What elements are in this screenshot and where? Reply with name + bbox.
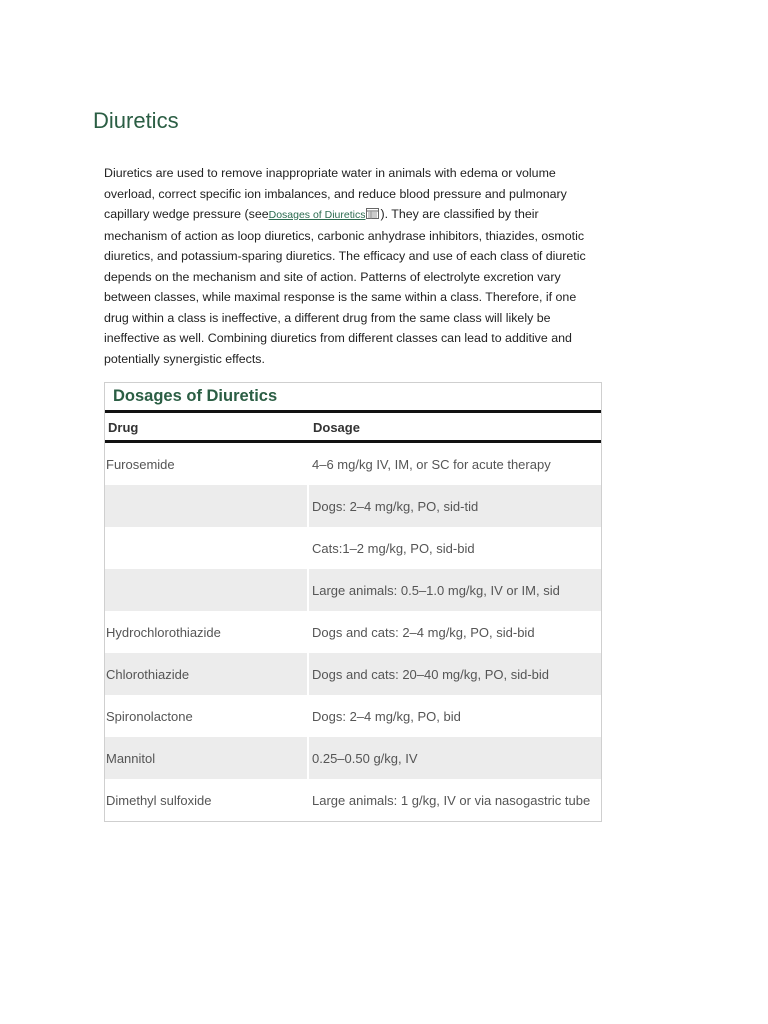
table-row — [105, 695, 601, 737]
column-header-drug: Drug — [105, 413, 308, 442]
table-row — [105, 611, 601, 653]
drug-cell: Hydrochlorothiazide — [106, 624, 221, 640]
dosages-table-link[interactable]: Dosages of Diuretics — [268, 209, 366, 221]
table-row — [105, 737, 601, 779]
dosage-cell: Cats:1–2 mg/kg, PO, sid-bid — [308, 527, 601, 569]
dosages-table — [105, 413, 601, 821]
table-row — [105, 442, 601, 486]
table-title: Dosages of Diuretics — [105, 383, 601, 413]
dosages-table-container — [104, 382, 602, 822]
intro-paragraph — [104, 163, 604, 369]
drug-cell — [105, 569, 308, 611]
dosage-cell: Dogs and cats: 20–40 mg/kg, PO, sid-bid — [308, 653, 601, 695]
table-header-row — [105, 413, 601, 442]
column-header-dosage: Dosage — [308, 413, 601, 442]
table-row — [105, 653, 601, 695]
table-row — [105, 569, 601, 611]
drug-cell: Chlorothiazide — [105, 653, 308, 695]
drug-cell: Mannitol — [105, 737, 308, 779]
dosage-cell: 0.25–0.50 g/kg, IV — [308, 737, 601, 779]
dosage-cell: Large animals: 1 g/kg, IV or via nasogastric tube — [308, 779, 601, 821]
drug-cell: Spironolactone — [106, 708, 193, 724]
page-title: Diuretics — [93, 108, 179, 133]
dosage-cell: Dogs: 2–4 mg/kg, PO, sid-tid — [308, 485, 601, 527]
table-row — [105, 485, 601, 527]
intro-text-part1: Diuretics are used to remove inappropriate water in animals with edema or volume overload, correct specific ion imbalances, and reduce blood pressure and pulmonary capillary wedge pressure (see — [104, 166, 567, 221]
table-row — [105, 779, 601, 821]
dosage-cell: Dogs and cats: 2–4 mg/kg, PO, sid-bid — [308, 611, 601, 653]
dosage-cell: Dogs: 2–4 mg/kg, PO, bid — [308, 695, 601, 737]
intro-text-part2: ). They are classified by their mechanism of action as loop diuretics, carbonic anhydrase inhibitors, thiazides, osmotic diuretics, and potassium-sparing diuretics. The efficacy and use of each class of diuretic depends on the mechanism and site of action. Patterns of electrolyte excretion vary between classes, while maximal response is the same within a class. Therefore, if one drug within a class is ineffective, a different drug from the same class will likely be ineffective as well. Combining diuretics from different classes can lead to additive and potentially synergistic effects. — [104, 207, 586, 366]
drug-cell — [105, 527, 308, 569]
dosage-cell: Large animals: 0.5–1.0 mg/kg, IV or IM, sid — [308, 569, 601, 611]
drug-cell: Dimethyl sulfoxide — [106, 792, 212, 808]
dosage-cell: 4–6 mg/kg IV, IM, or SC for acute therapy — [308, 442, 601, 486]
table-row — [105, 527, 601, 569]
drug-cell — [105, 485, 308, 527]
table-icon[interactable] — [366, 205, 379, 226]
drug-cell: Furosemide — [106, 456, 175, 472]
